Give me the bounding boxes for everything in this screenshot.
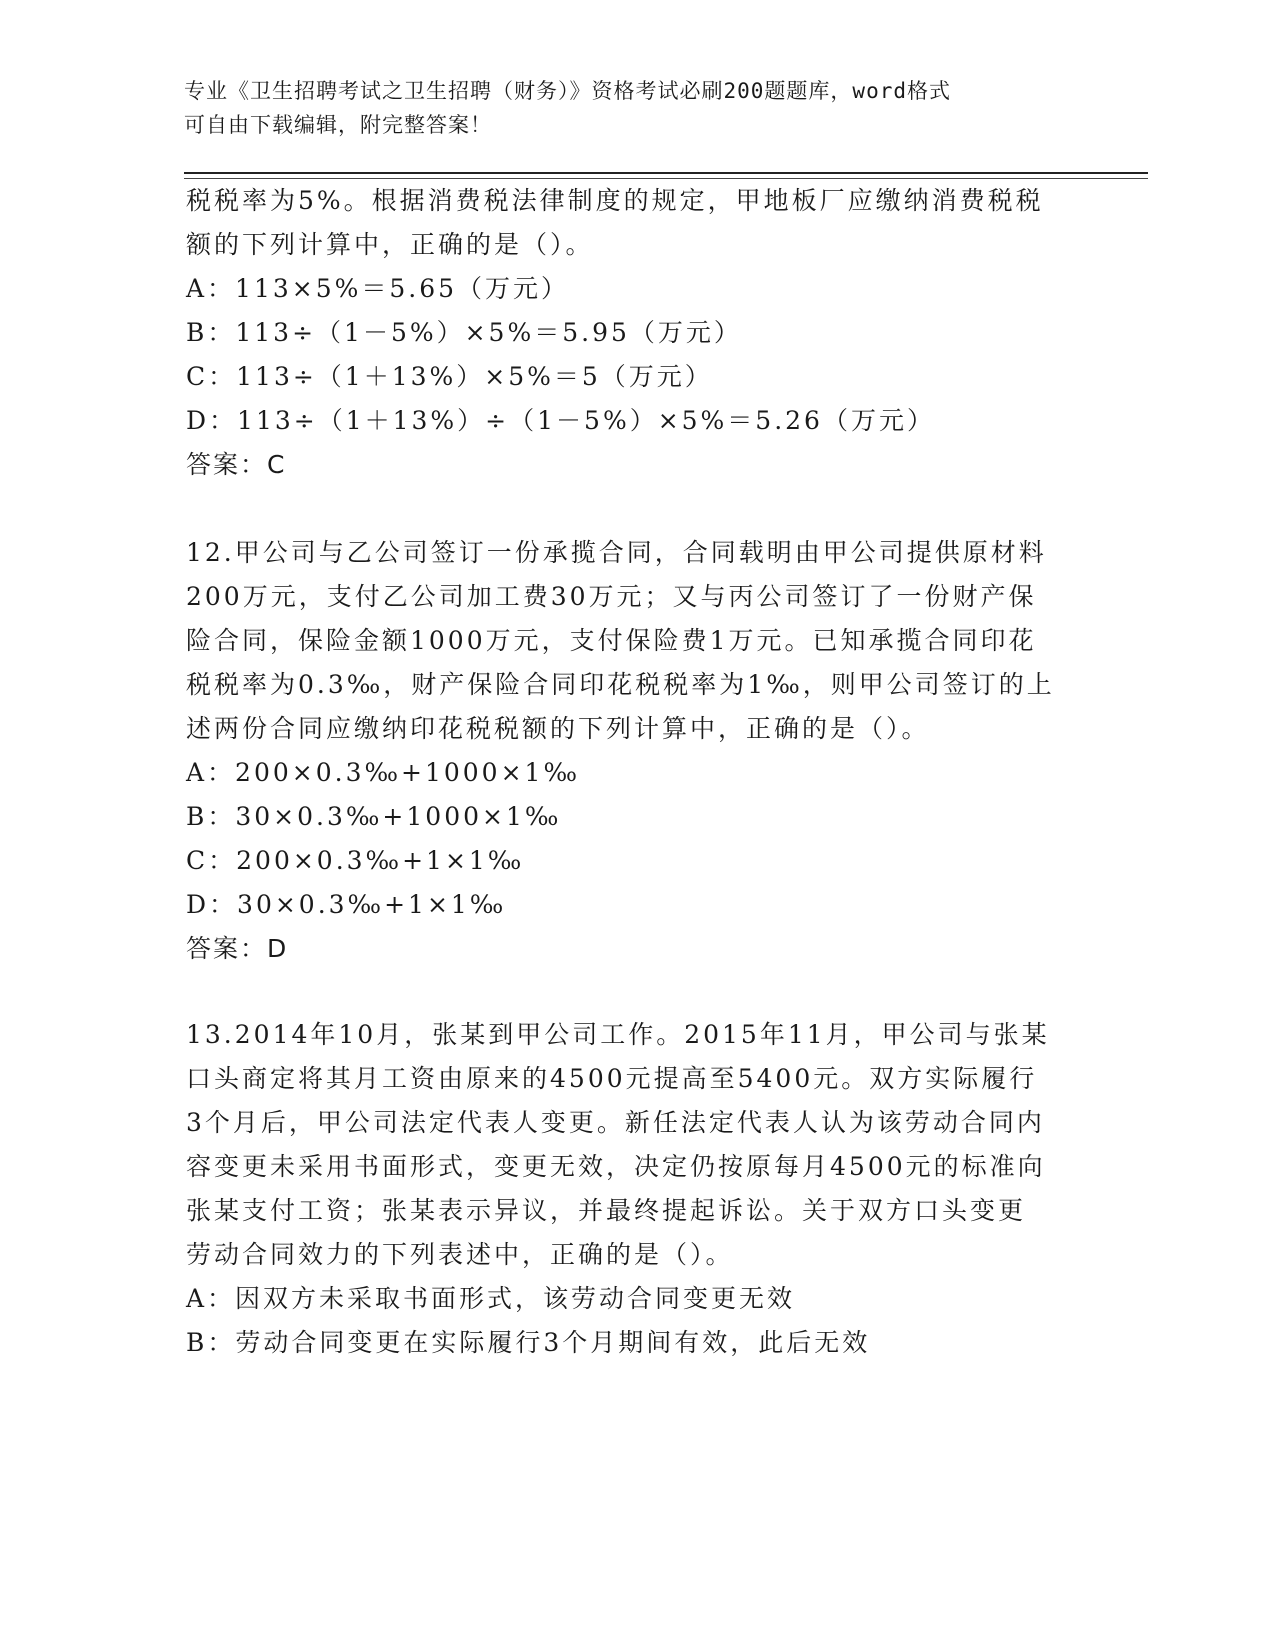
option-a: A：因双方未采取书面形式，该劳动合同变更无效 (186, 1284, 796, 1313)
question-text-line: 述两份合同应缴纳印花税税额的下列计算中，正确的是（）。 (186, 714, 930, 743)
question-text-line: 200万元，支付乙公司加工费30万元；又与丙公司签订了一份财产保 (186, 582, 1037, 611)
option-d: D：113÷（1＋13%）÷（1－5%）×5%＝5.26（万元） (186, 406, 935, 435)
option-b: B：劳动合同变更在实际履行3个月期间有效，此后无效 (186, 1328, 871, 1357)
question-text-line: 3个月后，甲公司法定代表人变更。新任法定代表人认为该劳动合同内 (186, 1108, 1045, 1137)
question-text-line: 容变更未采用书面形式，变更无效，决定仍按原每月4500元的标准向 (186, 1152, 1046, 1181)
header-title-line-2: 可自由下载编辑，附完整答案！ (184, 113, 492, 137)
header-title-line-1: 专业《卫生招聘考试之卫生招聘（财务）》资格考试必刷200题题库，word格式 (184, 79, 951, 103)
question-text-line: 12.甲公司与乙公司签订一份承揽合同，合同载明由甲公司提供原材料 (186, 538, 1047, 567)
option-a: A：113×5%＝5.65（万元） (186, 274, 570, 303)
option-a: A：200×0.3‰+1000×1‰ (186, 758, 580, 787)
question-text-line: 张某支付工资；张某表示异议，并最终提起诉讼。关于双方口头变更 (186, 1196, 1027, 1225)
question-text-line: 税税率为0.3‰，财产保险合同印花税税率为1‰，则甲公司签订的上 (186, 670, 1055, 699)
answer-label: 答案：C (186, 450, 287, 479)
question-text-line: 口头商定将其月工资由原来的4500元提高至5400元。双方实际履行 (186, 1064, 1038, 1093)
option-c: C：200×0.3‰+1×1‰ (186, 846, 525, 875)
document-header (184, 74, 1064, 142)
question-text-line: 劳动合同效力的下列表述中，正确的是（）。 (186, 1240, 734, 1269)
answer-label: 答案：D (186, 934, 289, 963)
option-c: C：113÷（1＋13%）×5%＝5（万元） (186, 362, 713, 391)
question-text-line: 税税率为5%。根据消费税法律制度的规定，甲地板厂应缴纳消费税税 (186, 186, 1044, 215)
question-text-line: 额的下列计算中，正确的是（）。 (186, 230, 594, 259)
question-text-line: 13.2014年10月，张某到甲公司工作。2015年11月，甲公司与张某 (186, 1020, 1050, 1049)
option-b: B：30×0.3‰+1000×1‰ (186, 802, 562, 831)
header-divider-thin (184, 178, 1148, 179)
header-divider-thick (184, 172, 1148, 174)
question-text-line: 险合同，保险金额1000万元，支付保险费1万元。已知承揽合同印花 (186, 626, 1037, 655)
option-b: B：113÷（1－5%）×5%＝5.95（万元） (186, 318, 742, 347)
option-d: D：30×0.3‰+1×1‰ (186, 890, 507, 919)
